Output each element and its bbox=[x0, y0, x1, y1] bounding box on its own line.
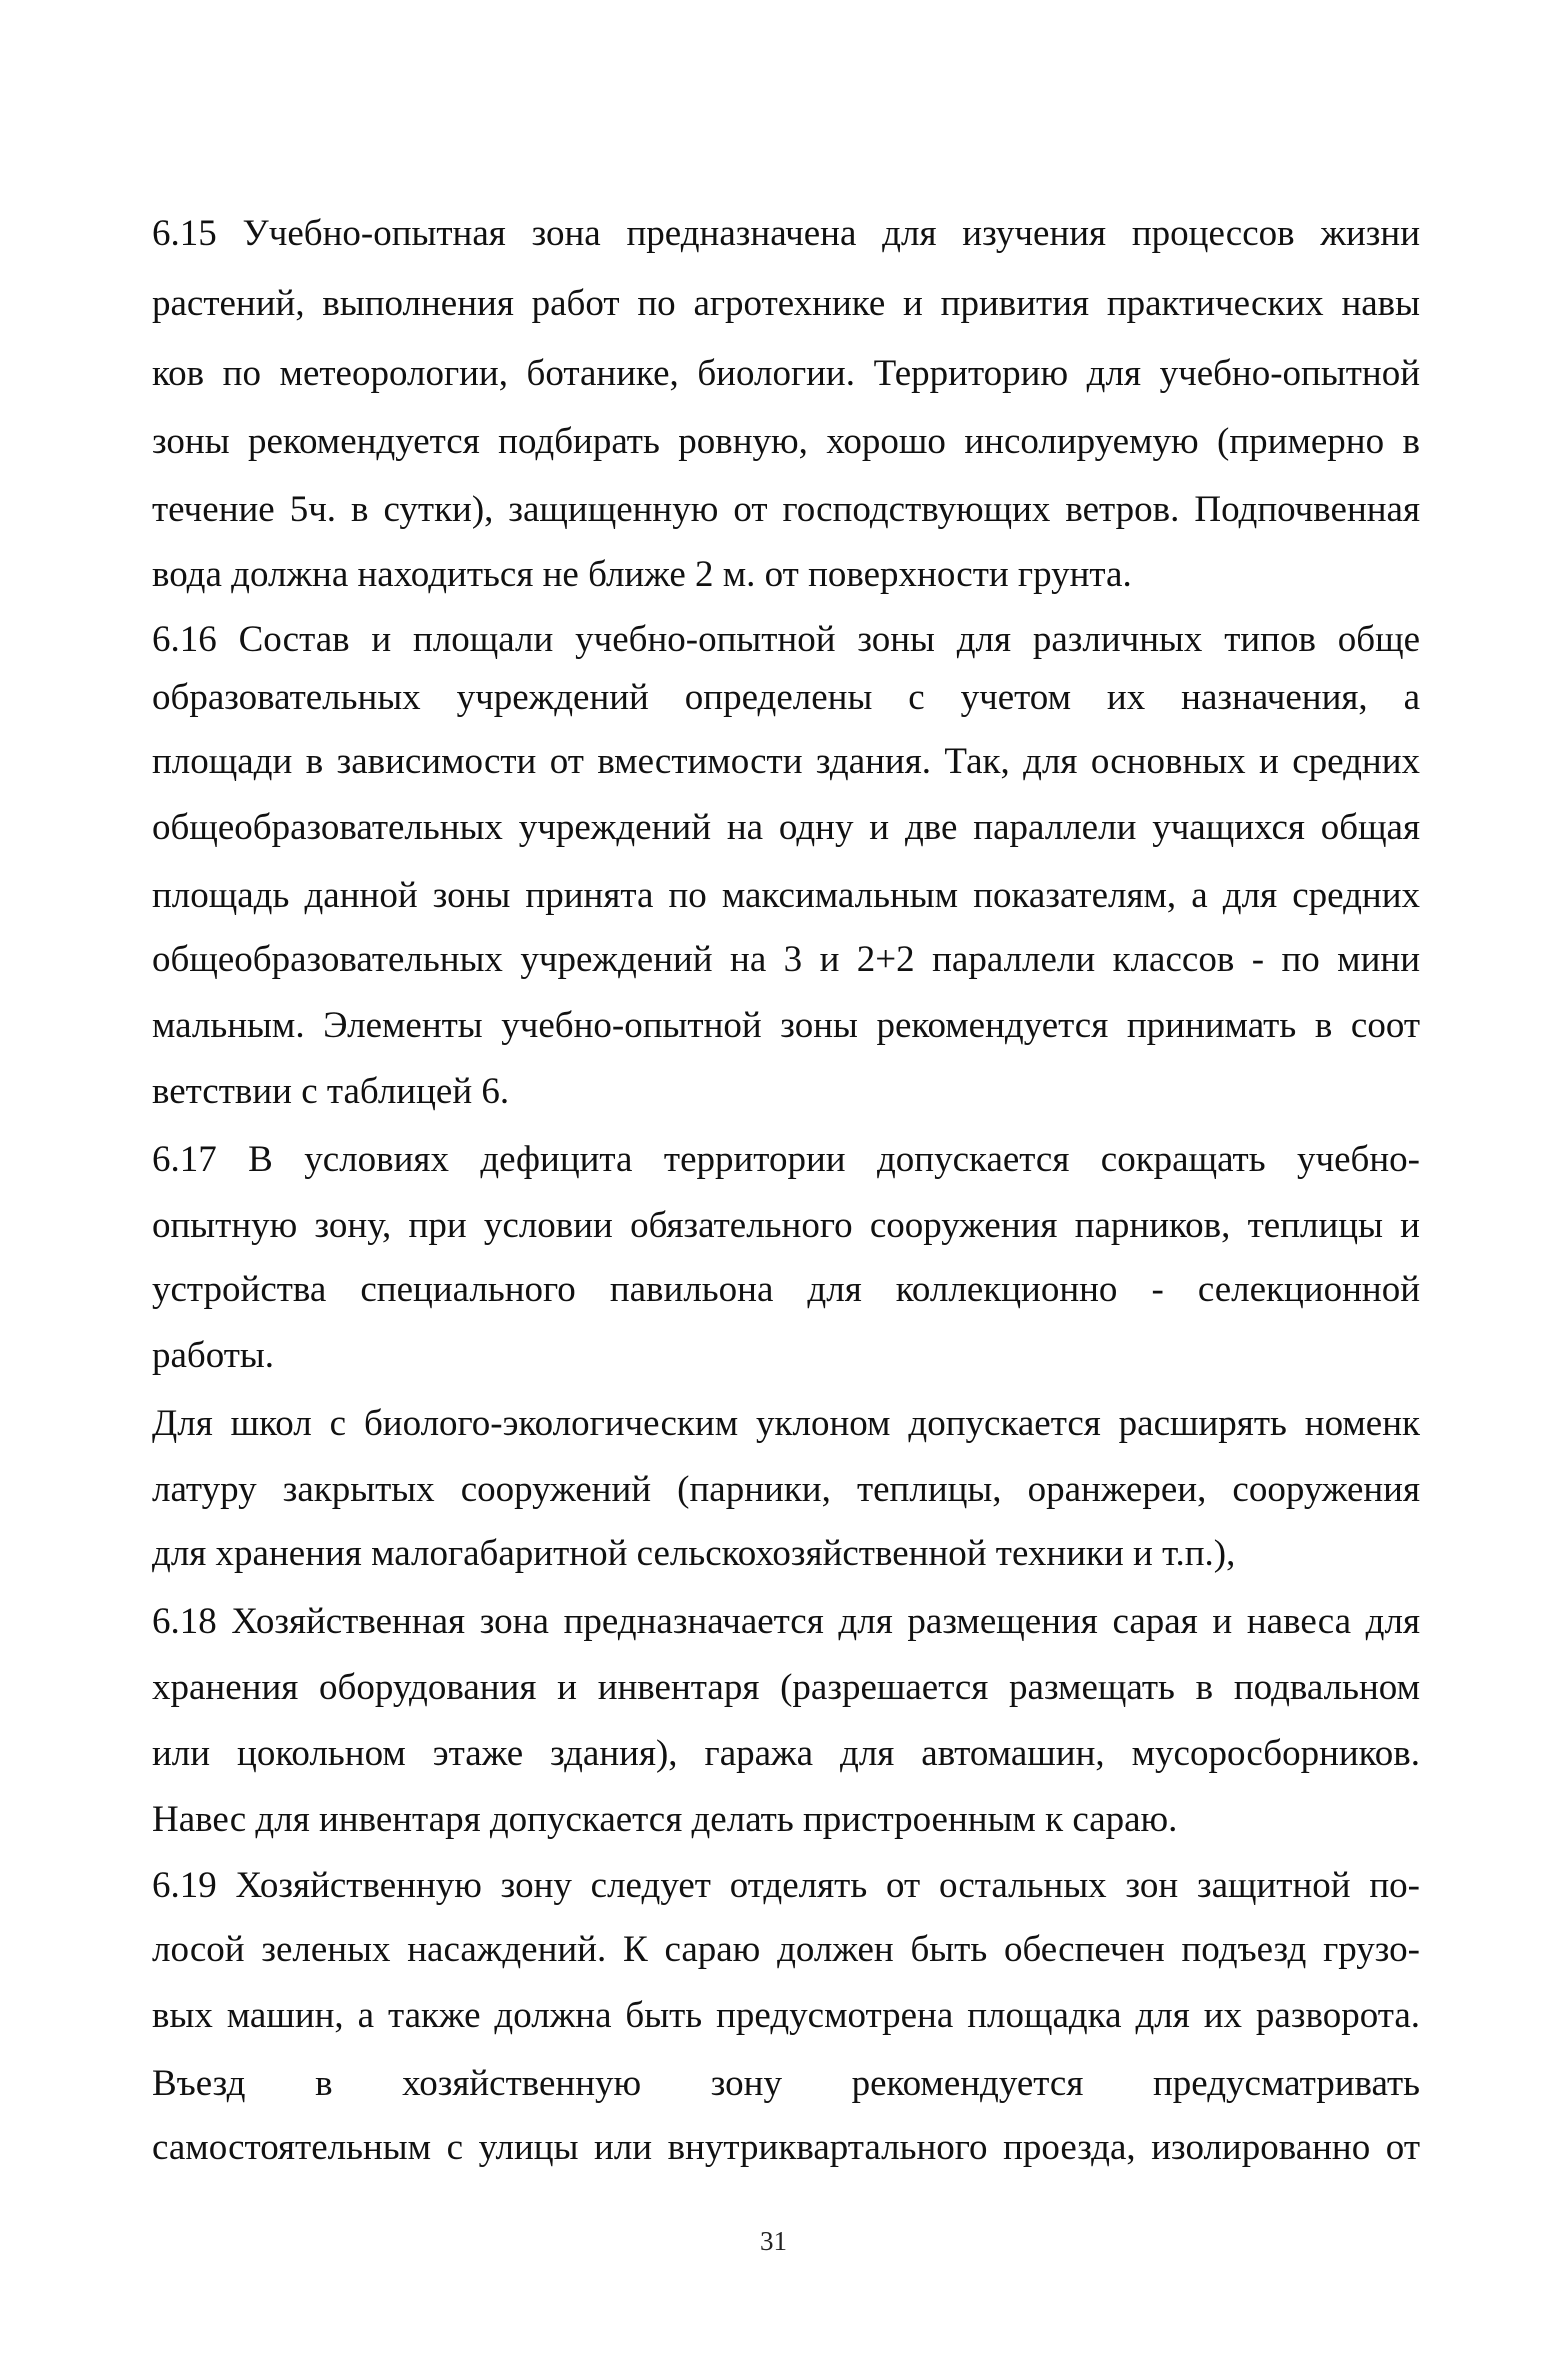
text-line: общеобразовательных учреждений на одну и две параллели учащихся общая bbox=[152, 807, 1420, 848]
text-line: или цокольном этаже здания), гаража для автомашин, мусоросборников. bbox=[152, 1733, 1420, 1774]
text-line: мальным. Элементы учебно-опытной зоны рекомендуется принимать в соот bbox=[152, 1005, 1420, 1046]
text-line: площадь данной зоны принята по максимальным показателям, а для средних bbox=[152, 875, 1420, 916]
text-line: течение 5ч. в сутки), защищенную от господствующих ветров. Подпочвенная bbox=[152, 489, 1420, 530]
text-line: растений, выполнения работ по агротехнике и привития практических навы bbox=[152, 283, 1420, 324]
text-line: латуру закрытых сооружений (парники, теплицы, оранжереи, сооружения bbox=[152, 1469, 1420, 1510]
text-line: зоны рекомендуется подбирать ровную, хорошо инсолируемую (примерно в bbox=[152, 421, 1420, 462]
text-line: хранения оборудования и инвентаря (разрешается размещать в подвальном bbox=[152, 1667, 1420, 1708]
text-line: ветствии с таблицей 6. bbox=[152, 1071, 510, 1112]
text-line: ков по метеорологии, ботанике, биологии. Территорию для учебно-опытной bbox=[152, 353, 1420, 394]
text-line: 6.18 Хозяйственная зона предназначается для размещения сарая и навеса для bbox=[152, 1601, 1420, 1642]
text-line: Для школ с биолого-экологическим уклоном допускается расширять номенк bbox=[152, 1403, 1420, 1444]
page-number: 31 bbox=[760, 2226, 787, 2256]
text-line: работы. bbox=[152, 1335, 275, 1376]
text-line: вода должна находиться не ближе 2 м. от поверхности грунта. bbox=[152, 554, 1132, 595]
text-line: 6.17 В условиях дефицита территории допускается сокращать учебно- bbox=[152, 1139, 1420, 1180]
text-line: самостоятельным с улицы или внутриквартального проезда, изолированно от bbox=[152, 2127, 1420, 2168]
text-line: общеобразовательных учреждений на 3 и 2+2 параллели классов - по мини bbox=[152, 939, 1420, 980]
text-line: 6.15 Учебно-опытная зона предназначена для изучения процессов жизни bbox=[152, 213, 1420, 254]
text-line: Въезд в хозяйственную зону рекомендуется предусматривать bbox=[152, 2063, 1420, 2104]
text-line: лосой зеленых насаждений. К сараю должен быть обеспечен подъезд грузо- bbox=[152, 1929, 1420, 1970]
text-line: 6.19 Хозяйственную зону следует отделять от остальных зон защитной по- bbox=[152, 1865, 1420, 1906]
text-line: образовательных учреждений определены с учетом их назначения, а bbox=[152, 677, 1420, 718]
text-line: устройства специального павильона для коллекционно - селекционной bbox=[152, 1269, 1420, 1310]
text-line: для хранения малогабаритной сельскохозяйственной техники и т.п.), bbox=[152, 1533, 1236, 1574]
text-line: вых машин, а также должна быть предусмотрена площадка для их разворота. bbox=[152, 1995, 1420, 2036]
text-line: Навес для инвентаря допускается делать пристроенным к сараю. bbox=[152, 1799, 1178, 1840]
text-line: опытную зону, при условии обязательного сооружения парников, теплицы и bbox=[152, 1205, 1420, 1246]
text-line: площади в зависимости от вместимости здания. Так, для основных и средних bbox=[152, 741, 1420, 782]
text-line: 6.16 Состав и площали учебно-опытной зоны для различных типов обще bbox=[152, 619, 1420, 660]
